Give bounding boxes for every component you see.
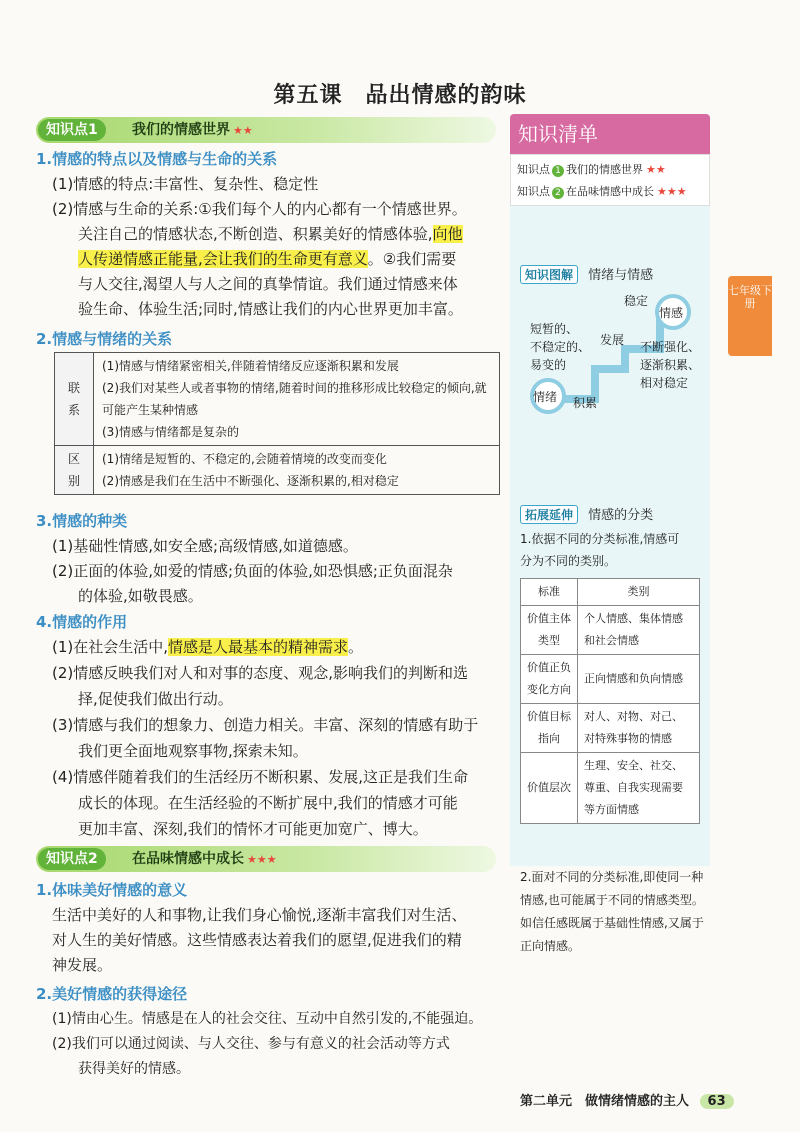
knowledge-point-2-header bbox=[36, 846, 496, 872]
section-6-heading: 2.美好情感的获得途径 bbox=[36, 985, 188, 1003]
sidebar-item-text: 我们的情感世界 bbox=[566, 163, 643, 176]
s3-p1: (1)基础性情感,如安全感;高级情感,如道德感。 bbox=[52, 537, 358, 555]
section-1-body bbox=[52, 172, 502, 322]
s4-p4c: 更加丰富、深刻,我们的情怀才可能更加宽广、博大。 bbox=[78, 820, 428, 838]
table-header-cell: 类别 bbox=[578, 579, 700, 606]
s4-p4a: (4)情感伴随着我们的生活经历不断积累、发展,这正是我们生命 bbox=[52, 768, 469, 786]
table-cell: 正向情感和负向情感 bbox=[578, 655, 700, 704]
diagram-left1: 短暂的、 bbox=[530, 322, 579, 336]
diagram-right3: 相对稳定 bbox=[640, 376, 689, 390]
s1-p2-block bbox=[52, 222, 502, 322]
sidebar-title: 知识清单 bbox=[510, 114, 710, 154]
diagram-mood: 情绪 bbox=[533, 390, 558, 404]
diagram-emotion: 情感 bbox=[659, 306, 684, 320]
section-5-heading: 1.体味美好情感的意义 bbox=[36, 881, 188, 899]
page-footer bbox=[520, 1090, 734, 1109]
table-row bbox=[521, 704, 700, 753]
page-number: 63 bbox=[700, 1094, 734, 1109]
section-1-heading: 1.情感的特点以及情感与生命的关系 bbox=[36, 150, 278, 168]
sidebar-item-stars: ★★★ bbox=[657, 185, 687, 198]
diagram-stable: 稳定 bbox=[624, 294, 649, 308]
diagram-left-text bbox=[530, 320, 590, 374]
link-item: (2)我们对某些人或者事物的情绪,随着时间的推移形成比较稳定的倾向,就可能产生某种情感 bbox=[102, 381, 487, 417]
sidebar-item-num: 2 bbox=[552, 187, 564, 199]
table-cell: 价值层次 bbox=[521, 753, 578, 824]
s3-p2a: (2)正面的体验,如爱的情感;负面的体验,如恐惧感;正负面混杂 bbox=[52, 562, 453, 580]
diagram-tag: 知识图解 bbox=[520, 265, 578, 284]
extension-tag: 拓展延伸 bbox=[520, 505, 578, 524]
knowledge-point-1-header bbox=[36, 117, 496, 143]
s6-p1: (1)情由心生。情感是在人的社会交往、互动中自然引发的,不能强迫。 bbox=[52, 1011, 483, 1027]
section-2-heading: 2.情感与情绪的关系 bbox=[36, 330, 173, 348]
footer-unit: 第二单元 做情绪情感的主人 bbox=[520, 1094, 690, 1109]
s1-p2d: 人传递情感正能量,会让我们的生命更有意义 bbox=[78, 250, 368, 268]
table-cell: 对人、对物、对己、对特殊事物的情感 bbox=[578, 704, 700, 753]
s1-p2a: (2)情感与生命的关系:①我们每个人的内心都有一个情感世界。 bbox=[52, 200, 467, 218]
table-header-row bbox=[521, 579, 700, 606]
section-5-body bbox=[52, 903, 502, 978]
kp2-text: 在品味情感中成长 bbox=[132, 851, 244, 867]
kp1-stars: ★★ bbox=[233, 124, 253, 137]
s4-p3b: 我们更全面地观察事物,探索未知。 bbox=[78, 742, 308, 760]
table-row bbox=[521, 606, 700, 655]
extension-intro bbox=[520, 528, 706, 572]
diagram-accumulate: 积累 bbox=[573, 396, 598, 410]
s3-p2b: 的体验,如敬畏感。 bbox=[78, 587, 203, 605]
diagram-right1: 不断强化、 bbox=[640, 340, 701, 354]
s1-p2b: 关注自己的情感状态,不断创造、积累美好的情感体验, bbox=[78, 225, 433, 243]
extension-intro2: 分为不同的类别。 bbox=[520, 554, 617, 568]
diagram-title: 情绪与情感 bbox=[588, 268, 654, 283]
label-diff: 区别 bbox=[55, 446, 94, 495]
kp1-title bbox=[132, 117, 253, 144]
section-3-body bbox=[52, 534, 502, 609]
link-item: (3)情感与情绪都是复杂的 bbox=[102, 425, 239, 439]
table-cell: 价值主体类型 bbox=[521, 606, 578, 655]
table-cell: 价值正负变化方向 bbox=[521, 655, 578, 704]
s4-p4b: 成长的体现。在生活经验的不断扩展中,我们的情感才可能 bbox=[78, 794, 458, 812]
table-header-cell: 标准 bbox=[521, 579, 578, 606]
diagram-right-text bbox=[640, 338, 700, 392]
sidebar-list bbox=[510, 154, 710, 206]
extension-note: 2.面对不同的分类标准,即使同一种情感,也可能属于不同的情感类型。如信任感既属于基础性情感,又属于正向情感。 bbox=[520, 870, 704, 953]
section-4-heading: 4.情感的作用 bbox=[36, 613, 128, 631]
table-row bbox=[521, 655, 700, 704]
diagram-header bbox=[520, 264, 653, 284]
s4-p1c: 。 bbox=[348, 638, 364, 656]
s4-p3a: (3)情感与我们的想象力、创造力相关。丰富、深刻的情感有助于 bbox=[52, 716, 479, 734]
kp2-tag: 知识点2 bbox=[38, 848, 106, 870]
s6-p2b: 获得美好的情感。 bbox=[78, 1061, 190, 1077]
sidebar-item-prefix: 知识点 bbox=[517, 163, 550, 176]
s1-p2g: 验生命、体验生活;同时,情感让我们的内心世界更加丰富。 bbox=[78, 300, 463, 318]
diagram-right2: 逐渐积累、 bbox=[640, 358, 701, 372]
table-row-link bbox=[55, 353, 500, 446]
sidebar-item-prefix: 知识点 bbox=[517, 185, 550, 198]
s5-p3: 神发展。 bbox=[52, 956, 113, 974]
table-cell: 生理、安全、社交、尊重、自我实现需要等方面情感 bbox=[578, 753, 700, 824]
s5-p1: 生活中美好的人和事物,让我们身心愉悦,逐渐丰富我们对生活、 bbox=[52, 906, 467, 924]
s4-p2b: 择,促使我们做出行动。 bbox=[78, 690, 233, 708]
section-3-heading: 3.情感的种类 bbox=[36, 512, 128, 530]
s1-p2-line1 bbox=[78, 222, 502, 247]
link-item: (1)情感与情绪紧密相关,伴随着情绪反应逐渐积累和发展 bbox=[102, 359, 399, 373]
table-row bbox=[521, 753, 700, 824]
table-row-diff bbox=[55, 446, 500, 495]
diagram-develop: 发展 bbox=[600, 333, 625, 347]
sidebar-item-num: 1 bbox=[552, 165, 564, 177]
label-link: 联系 bbox=[55, 353, 94, 446]
s6-p2a: (2)我们可以通过阅读、与人交往、参与有意义的社会活动等方式 bbox=[52, 1036, 450, 1052]
grade-side-tab: 七年级下册 bbox=[728, 276, 772, 356]
classification-table bbox=[520, 578, 700, 824]
kp1-text: 我们的情感世界 bbox=[132, 122, 230, 138]
s1-p1: (1)情感的特点:丰富性、复杂性、稳定性 bbox=[52, 175, 319, 193]
extension-intro1: 1.依据不同的分类标准,情感可 bbox=[520, 532, 680, 546]
diagram-left2: 不稳定的、 bbox=[530, 340, 591, 354]
extension-title: 情感的分类 bbox=[588, 508, 654, 523]
s1-p2-line2 bbox=[78, 247, 502, 272]
emotion-relation-table bbox=[54, 352, 500, 495]
table-cell: 价值目标指向 bbox=[521, 704, 578, 753]
s4-p1a: (1)在社会生活中, bbox=[52, 638, 169, 656]
table-cell: 个人情感、集体情感和社会情感 bbox=[578, 606, 700, 655]
diff-item: (1)情绪是短暂的、不稳定的,会随着情境的改变而变化 bbox=[102, 452, 387, 466]
diff-item: (2)情感是我们在生活中不断强化、逐渐积累的,相对稳定 bbox=[102, 474, 399, 488]
s1-p2e: 。②我们需要 bbox=[367, 250, 457, 268]
sidebar-item bbox=[517, 181, 703, 203]
section-6-body bbox=[52, 1007, 508, 1082]
extension-header bbox=[520, 504, 653, 524]
s4-p1b: 情感是人最基本的精神需求 bbox=[168, 638, 349, 656]
link-cell bbox=[94, 353, 500, 446]
s4-p1 bbox=[52, 634, 502, 660]
s1-p2f: 与人交往,渴望人与人之间的真挚情谊。我们通过情感来体 bbox=[78, 275, 458, 293]
section-4-body bbox=[52, 634, 502, 842]
sidebar-item-stars: ★★ bbox=[646, 163, 666, 176]
s4-p2a: (2)情感反映我们对人和对事的态度、观念,影响我们的判断和选 bbox=[52, 664, 469, 682]
kp2-title bbox=[132, 846, 277, 873]
sidebar-item bbox=[517, 159, 703, 181]
kp2-stars: ★★★ bbox=[247, 853, 277, 866]
s5-p2: 对人生的美好情感。这些情感表达着我们的愿望,促进我们的精 bbox=[52, 931, 462, 949]
diff-cell bbox=[94, 446, 500, 495]
diagram-left3: 易变的 bbox=[530, 358, 567, 372]
kp1-tag: 知识点1 bbox=[38, 119, 106, 141]
page-title: 第五课 品出情感的韵味 bbox=[273, 83, 527, 108]
sidebar-item-text: 在品味情感中成长 bbox=[566, 185, 654, 198]
s1-p2c: 向他 bbox=[432, 225, 463, 243]
